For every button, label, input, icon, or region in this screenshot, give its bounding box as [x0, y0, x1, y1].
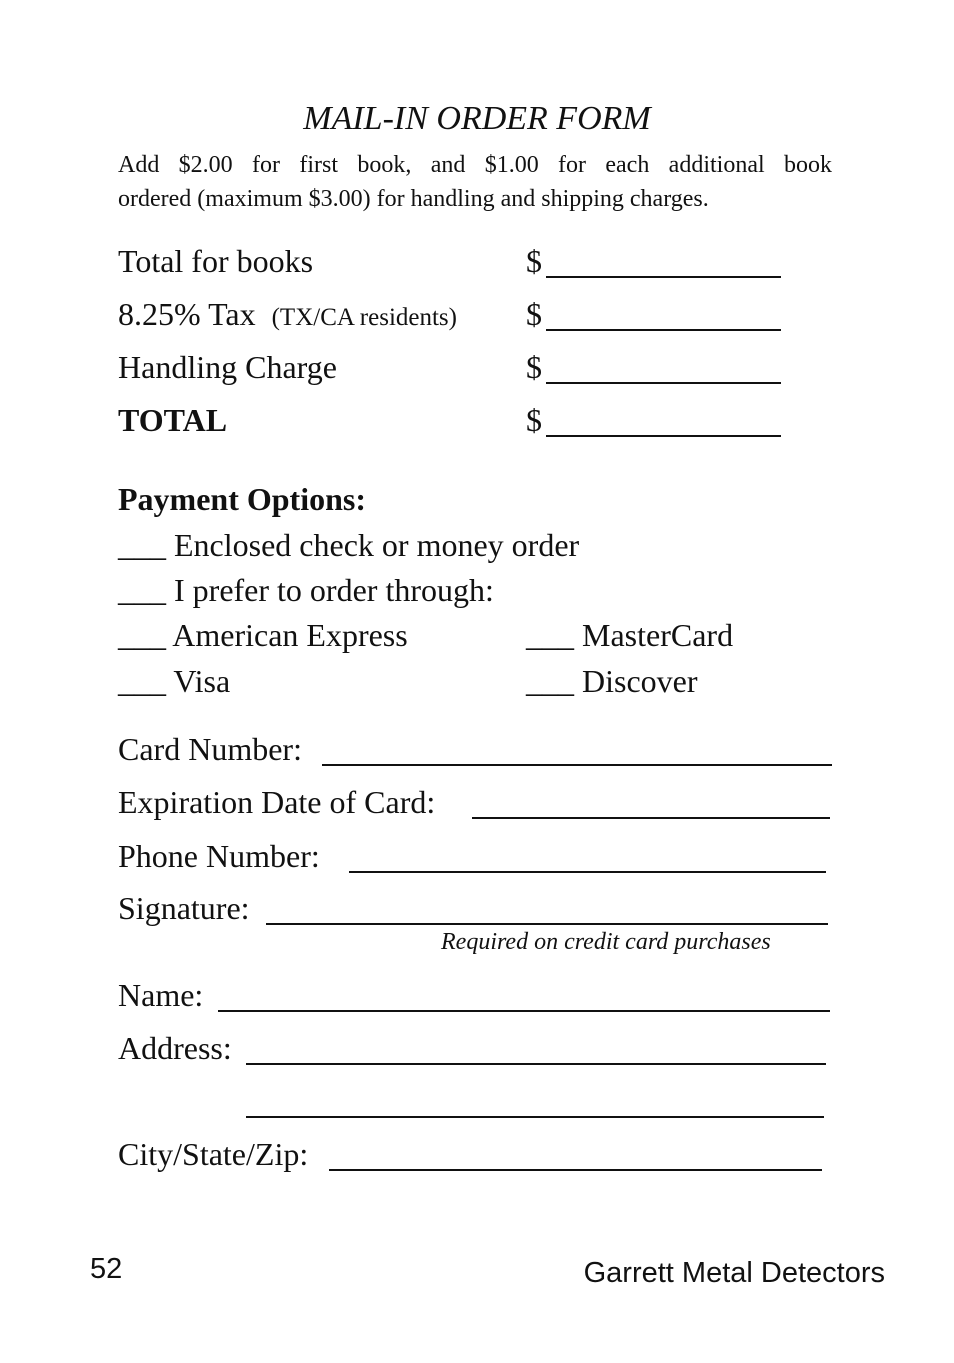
visa-label: Visa — [173, 663, 231, 699]
tax-residents-note: (TX/CA residents) — [271, 304, 457, 331]
option-credit-card[interactable] — [118, 572, 494, 609]
amex-label: American Express — [172, 617, 408, 653]
prefer-blank[interactable]: ___ — [118, 572, 166, 608]
check-label: Enclosed check or money order — [174, 527, 580, 563]
discover-label: Discover — [582, 663, 698, 699]
books-dollar-sign: $ — [526, 243, 542, 279]
intro-line-1: Add $2.00 for first book, and $1.00 for each additional book — [118, 152, 832, 178]
payment-options-heading: Payment Options: — [118, 481, 366, 517]
address-field-line-1[interactable] — [246, 1063, 826, 1065]
page-number: 52 — [90, 1253, 123, 1285]
option-check[interactable] — [118, 527, 579, 564]
expiration-field[interactable] — [472, 817, 830, 819]
signature-label: Signature: — [118, 890, 250, 926]
check-blank[interactable]: ___ — [118, 527, 166, 563]
signature-field[interactable] — [266, 923, 828, 925]
address-field-line-2[interactable] — [246, 1116, 824, 1118]
amex-blank[interactable]: ___ — [118, 617, 166, 653]
tax-rate: 8.25% Tax — [118, 296, 256, 332]
handling-amount-field[interactable] — [546, 382, 781, 384]
city-state-zip-field[interactable] — [329, 1169, 822, 1171]
total-for-books-label: Total for books — [118, 243, 314, 279]
option-mastercard[interactable] — [526, 617, 733, 654]
total-amount-field[interactable] — [546, 435, 781, 437]
prefer-label: I prefer to order through: — [174, 572, 494, 608]
total-label: TOTAL — [118, 402, 228, 438]
option-discover[interactable] — [526, 663, 698, 700]
intro-text — [118, 148, 832, 216]
tax-amount-field[interactable] — [546, 329, 781, 331]
discover-blank[interactable]: ___ — [526, 663, 574, 699]
tax-label — [118, 296, 457, 333]
intro-line-2: ordered (maximum $3.00) for handling and shipping charges. — [118, 186, 709, 212]
page-title: MAIL-IN ORDER FORM — [303, 100, 651, 137]
mastercard-blank[interactable]: ___ — [526, 617, 574, 653]
handling-dollar-sign: $ — [526, 349, 542, 385]
footer-brand: Garrett Metal Detectors — [583, 1257, 885, 1289]
name-field[interactable] — [218, 1010, 830, 1012]
option-amex[interactable] — [118, 617, 408, 654]
total-dollar-sign: $ — [526, 402, 542, 438]
name-label: Name: — [118, 977, 204, 1013]
address-label: Address: — [118, 1030, 232, 1066]
card-number-field[interactable] — [322, 764, 832, 766]
books-amount-field[interactable] — [546, 276, 781, 278]
signature-note: Required on credit card purchases — [441, 929, 771, 955]
phone-label: Phone Number: — [118, 838, 320, 874]
expiration-label: Expiration Date of Card: — [118, 784, 436, 820]
mastercard-label: MasterCard — [582, 617, 734, 653]
city-state-zip-label: City/State/Zip: — [118, 1136, 309, 1172]
phone-field[interactable] — [349, 871, 826, 873]
option-visa[interactable] — [118, 663, 230, 700]
visa-blank[interactable]: ___ — [118, 663, 166, 699]
tax-dollar-sign: $ — [526, 296, 542, 332]
card-number-label: Card Number: — [118, 731, 302, 767]
handling-charge-label: Handling Charge — [118, 349, 337, 385]
